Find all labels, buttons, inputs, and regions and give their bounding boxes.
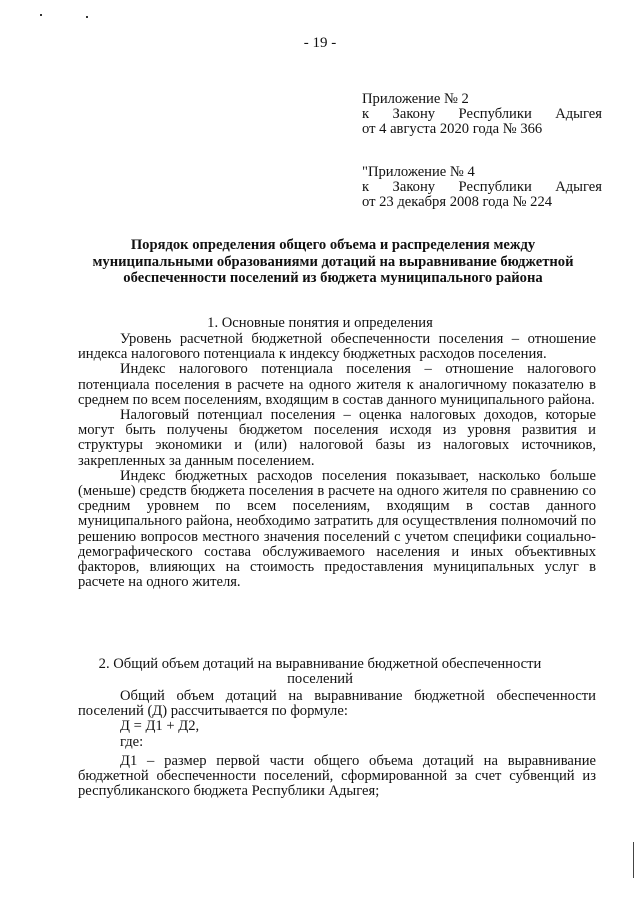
- law-word: Республики: [458, 179, 532, 196]
- law-word: к: [362, 106, 370, 123]
- appendix-title: Приложение № 2: [362, 91, 469, 107]
- scan-speck: [86, 16, 88, 18]
- section-1-body: [78, 332, 596, 590]
- law-word: к: [362, 179, 370, 196]
- section-2-body: [78, 689, 596, 799]
- section-2-heading: [0, 657, 640, 687]
- paragraph: Общий объем дотаций на выравнивание бюджетной обеспеченности поселений (Д) рассчитывается по формуле:: [78, 688, 596, 720]
- appendix-date: от 4 августа 2020 года № 366: [362, 121, 543, 138]
- appendix-title: "Приложение № 4: [362, 164, 475, 180]
- section-2-heading-line: поселений: [287, 671, 353, 688]
- law-word: Адыгея: [555, 179, 602, 196]
- title-line: Порядок определения общего объема и распределения между: [130, 237, 536, 253]
- appendix-current-reference: [362, 92, 602, 138]
- law-word: Закону: [392, 106, 436, 123]
- law-word: Республики: [458, 106, 532, 123]
- law-word: Закону: [392, 179, 436, 196]
- title-line: муниципальными образованиями дотаций на выравнивание бюджетной: [92, 253, 574, 270]
- section-1-heading: 1. Основные понятия и определения: [207, 315, 433, 331]
- appendix-original-reference: [362, 165, 602, 211]
- paragraph: Д1 – размер первой части общего объема дотаций на выравнивание бюджетной обеспеченности поселений, сформированной за счет субвенций из республиканского бюджета Республики Адыгея;: [78, 752, 596, 800]
- title-line: обеспеченности поселений из бюджета муниципального района: [123, 270, 543, 286]
- scan-edge-mark: [633, 842, 634, 878]
- appendix-law-line: [362, 180, 602, 195]
- paragraph: Уровень расчетной бюджетной обеспеченности поселения – отношение индекса налогового потенциала к индексу бюджетных расходов поселения.: [78, 331, 596, 363]
- law-word: Адыгея: [555, 106, 602, 123]
- paragraph: Индекс бюджетных расходов поселения показывает, насколько больше (меньше) средств бюджета поселения в расчете на одного жителя по сравнению со средним уровнем по всем поселениям, входящим в состав данного муниципального района, необходимо затратить для осуществления полномочий по решению вопросов местного значения поселений с учетом специфики социально-демографического состава обслуживаемого населения и иных объективных факторов, влияющих на стоимость предоставления муниципальных услуг в расчете на одного жителя.: [78, 467, 596, 591]
- document-title: [78, 237, 588, 287]
- paragraph: Налоговый потенциал поселения – оценка налоговых доходов, которые могут быть получены бюджетом поселения исходя из уровня развития и структуры экономики и (или) налоговой базы из налоговых источников, закрепленных за данным поселением.: [78, 407, 596, 469]
- section-2-heading-line: 2. Общий объем дотаций на выравнивание бюджетной обеспеченности: [98, 656, 542, 672]
- where-label: где:: [120, 733, 144, 750]
- scan-speck: [40, 14, 42, 16]
- appendix-date: от 23 декабря 2008 года № 224: [362, 194, 553, 211]
- paragraph: Индекс налогового потенциала поселения – отношение налогового потенциала поселения в расчете на одного жителя к аналогичному показателю в среднем по всем поселениям, входящим в состав данного муниципального района.: [78, 361, 596, 408]
- formula: Д = Д1 + Д2,: [120, 718, 200, 735]
- page-number: - 19 -: [303, 35, 337, 51]
- appendix-law-line: [362, 107, 602, 122]
